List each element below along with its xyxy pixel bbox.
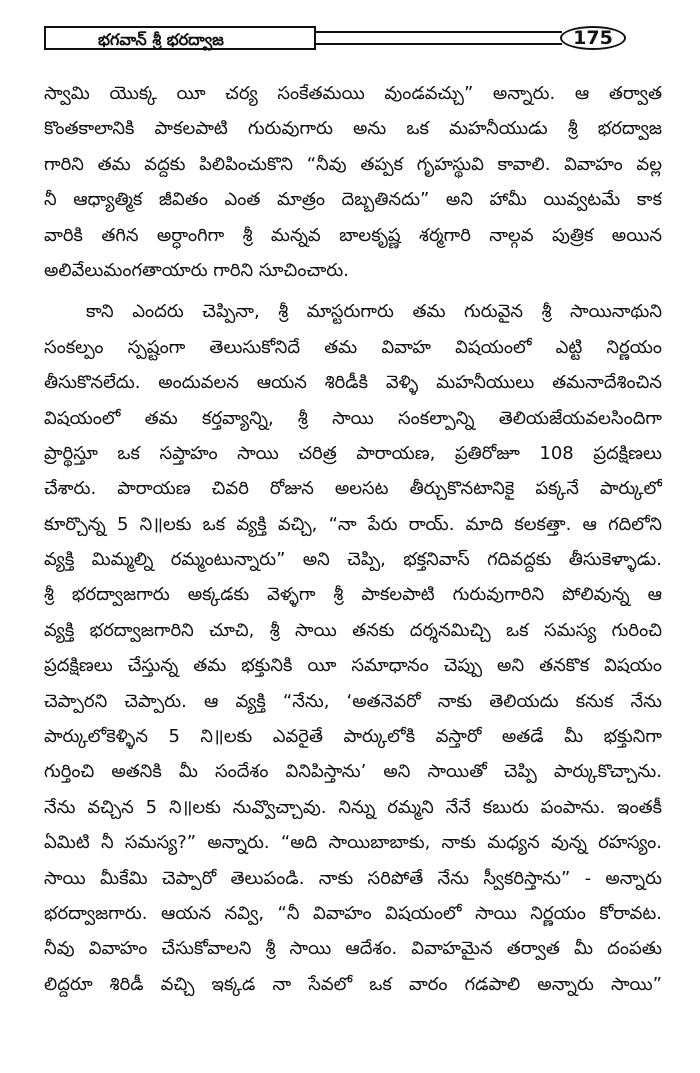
- text-line: చెప్పారని చెప్పారు. ఆ వ్యక్తి “నేను, ‘అతనెవరో నాకు తెలియదు కనుక నేను: [44, 690, 662, 712]
- text-line: కూర్చొన్న 5 ని॥లకు ఒక వ్యక్తి వచ్చి, “నా పేరు రాయ్. మాది కలకత్తా. ఆ గదిలోని: [44, 513, 662, 535]
- text-line: పార్కులోకెళ్ళిన 5 ని॥లకు ఎవరైతే పార్కులోకి వస్తారో అతడే మీ భక్తునిగా: [44, 726, 662, 748]
- paragraph: [44, 76, 662, 288]
- text-line: వ్యక్తి మిమ్మల్ని రమ్మంటున్నారు” అని చెప్పి, భక్తనివాస్ గదివద్దకు తీసుకెళ్ళాడు.: [44, 549, 662, 571]
- running-header: [44, 26, 626, 54]
- text-line: కాని ఎందరు చెప్పినా, శ్రీ మాస్టరుగారు తమ గురువైన శ్రీ సాయినాథుని: [86, 301, 662, 323]
- text-line: గారిని తమ వద్దకు పిలిపించుకొని “నీవు తప్పక గృహస్థువి కావాలి. వివాహం వల్ల: [44, 153, 662, 175]
- text-line: తీసుకొనలేదు. అందువలన ఆయన శిరిడీకి వెళ్ళి మహనీయులు తమనాదేశించిన: [44, 372, 662, 394]
- text-line: చేశారు. పారాయణ చివరి రోజున అలసట తీర్చుకొనటానికై పక్కనే పార్కులో: [44, 478, 662, 500]
- paragraph: [44, 294, 662, 1002]
- text-line: కొంతకాలానికి పాకలపాటి గురువుగారు అను ఒక మహనీయుడు శ్రీ భరద్వాజ: [44, 118, 662, 140]
- header-title: భగవాన్ శ్రీ భరద్వాజ: [98, 30, 224, 49]
- text-line: వారికి తగిన అర్ధాంగిగా శ్రీ మన్నవ బాలకృష్ణ శర్మగారి నాల్గవ పుత్రిక అయిన: [44, 224, 662, 246]
- text-line: ప్రార్థిస్తూ ఒక సప్తాహం సాయి చరిత్ర పారాయణ, ప్రతిరోజూ 108 ప్రదక్షిణలు: [44, 442, 662, 464]
- text-line: స్వామి యొక్క యీ చర్య సంకేతమయి వుండవచ్చు” అన్నారు. ఆ తర్వాత: [44, 83, 662, 104]
- text-line: లిద్దరూ శిరిడీ వచ్చి ఇక్కడ నా సేవలో ఒక వారం గడపాలి అన్నారు సాయి”: [44, 973, 662, 995]
- text-line: శ్రీ భరద్వాజగారు అక్కడకు వెళ్ళగా శ్రీ పాకలపాటి గురువుగారిని పోలివున్న ఆ: [44, 584, 662, 606]
- text-line: నీవు వివాహం చేసుకోవాలని శ్రీ సాయి ఆదేశం. వివాహమైన తర్వాత మీ దంపతు: [44, 938, 662, 960]
- text-line: సంకల్పం స్పష్టంగా తెలుసుకోనిదే తమ వివాహ విషయంలో ఎట్టి నిర్ణయం: [44, 336, 662, 358]
- header-double-rule: [316, 31, 562, 45]
- text-line: భరద్వాజగారు. ఆయన నవ్వి, “నీ వివాహం విషయంలో సాయి నిర్ణయం కోరావట.: [44, 902, 662, 924]
- text-line: విషయంలో తమ కర్తవ్యాన్ని, శ్రీ సాయి సంకల్పాన్ని తెలియజేయవలసిందిగా: [44, 407, 662, 429]
- text-line: నీ ఆధ్యాత్మిక జీవితం ఎంత మాత్రం దెబ్బతినదు” అని హామీ యివ్వటమే కాక: [44, 189, 662, 211]
- text-line: నేను వచ్చిన 5 ని॥లకు నువ్వొచ్చావు. నిన్ను రమ్మని నేనే కబురు పంపాను. ఇంతకీ: [44, 796, 662, 818]
- text-line: వ్యక్తి భరద్వాజగారిని చూచి, శ్రీ సాయి తనకు దర్శనమిచ్చి ఒక సమస్య గురించి: [44, 619, 662, 641]
- header-title-box: [44, 26, 316, 50]
- page-body: [44, 76, 662, 1002]
- text-line: గుర్తించి అతనికి మీ సందేశం వినిపిస్తాను’ అని సాయితో చెప్పి పార్కుకొచ్చాను.: [44, 761, 662, 783]
- page-number: 175: [560, 26, 626, 50]
- text-line: అలివేలుమంగతాయారు గారిని సూచించారు.: [44, 259, 349, 281]
- text-line: సాయి మీకేమి చెప్పారో తెలుపండి. నాకు సరిపోతే నేను స్వీకరిస్తాను” - అన్నారు: [44, 867, 662, 889]
- text-line: ఏమిటి నీ సమస్య?” అన్నారు. “అది సాయిబాబాకు, నాకు మధ్యన వున్న రహస్యం.: [44, 832, 662, 854]
- text-line: ప్రదక్షిణలు చేస్తున్న తమ భక్తునికి యీ సమాధానం చెప్పు అని తనకొక విషయం: [44, 655, 662, 677]
